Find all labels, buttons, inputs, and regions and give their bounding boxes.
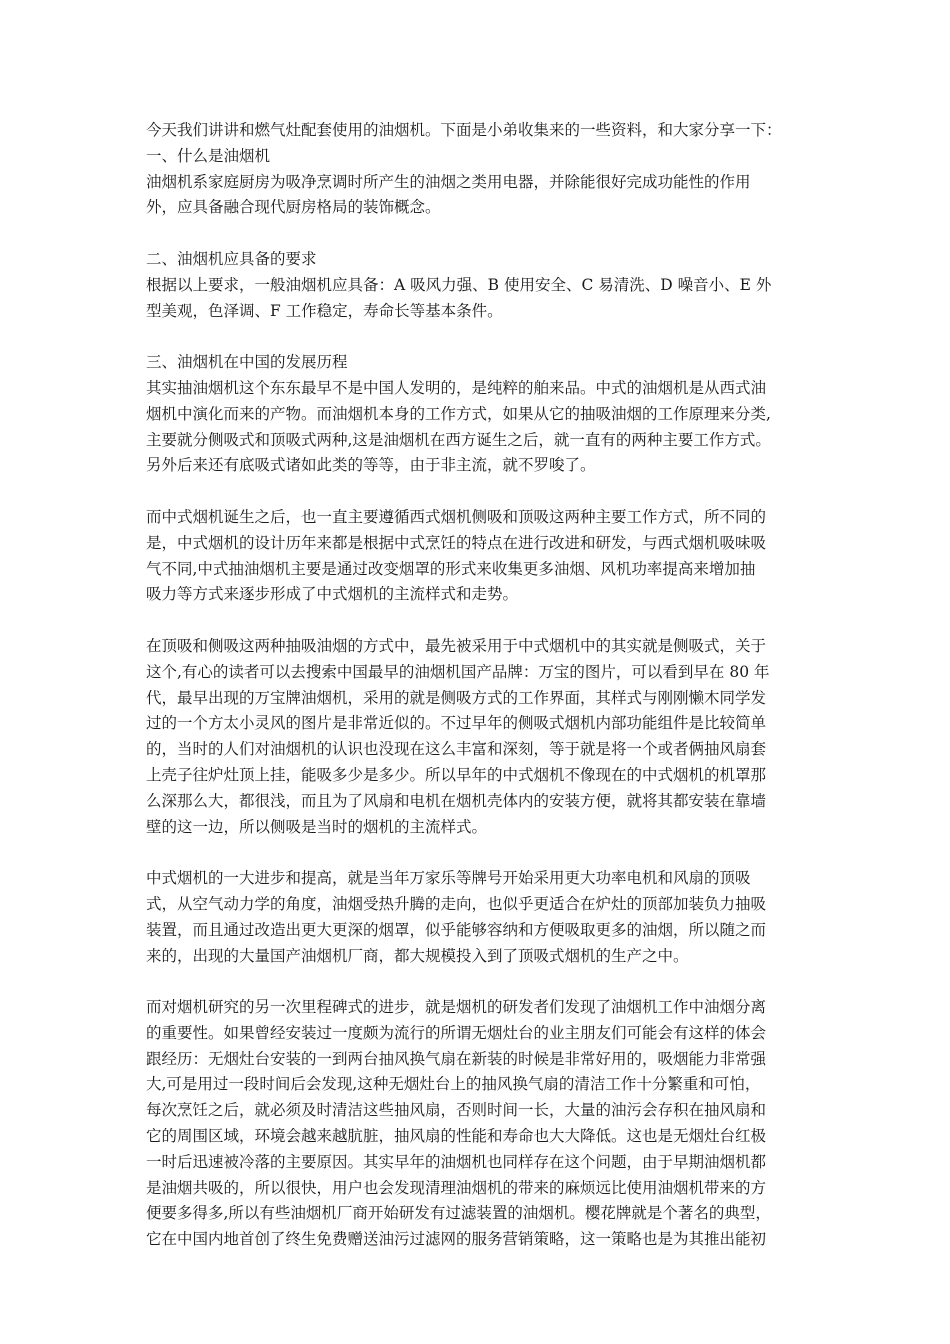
text-line: 一时后迅速被冷落的主要原因。其实早年的油烟机也同样存在这个问题，由于早期油烟机都 bbox=[146, 1152, 767, 1171]
document-body bbox=[146, 118, 808, 1279]
text-line: 是，中式烟机的设计历年来都是根据中式烹饪的特点在进行改进和研发，与西式烟机吸味吸 bbox=[146, 533, 767, 552]
paragraph-chinese-style bbox=[146, 505, 808, 608]
section-heading-3: 三、油烟机在中国的发展历程 bbox=[146, 353, 348, 372]
text-line: 而对烟机研究的另一次里程碑式的进步，就是烟机的研发者们发现了油烟机工作中油烟分离 bbox=[146, 998, 767, 1017]
text-line: 上壳子往炉灶顶上挂，能吸多少是多少。所以早年的中式烟机不像现在的中式烟机的机罩那 bbox=[146, 765, 767, 784]
text-line: 这个,有心的读者可以去搜索中国最早的油烟机国产品牌：万宝的图片，可以看到早在 80 年 bbox=[146, 662, 770, 681]
paragraph-requirements bbox=[146, 247, 808, 324]
text-line: 中式烟机的一大进步和提高，就是当年万家乐等牌号开始采用更大功率电机和风扇的顶吸 bbox=[146, 869, 751, 888]
text-line: 吸力等方式来逐步形成了中式烟机的主流样式和走势。 bbox=[146, 585, 519, 604]
text-line: 烟机中演化而来的产物。而油烟机本身的工作方式，如果从它的抽吸油烟的工作原理来分类, bbox=[146, 404, 771, 423]
text-line: 油烟机系家庭厨房为吸净烹调时所产生的油烟之类用电器，并除能很好完成功能性的作用 bbox=[146, 172, 751, 191]
text-line: 是油烟共吸的，所以很快，用户也会发现清理油烟机的带来的麻烦远比使用油烟机带来的方 bbox=[146, 1178, 767, 1197]
text-line: 外，应具备融合现代厨房格局的装饰概念。 bbox=[146, 198, 441, 217]
text-line: 根据以上要求，一般油烟机应具备：A 吸风力强、B 使用安全、C 易清洗、D 噪音小、E 外 bbox=[146, 275, 772, 294]
text-line: 每次烹饪之后，就必须及时清洁这些抽风扇，否则时间一长，大量的油污会存积在抽风扇和 bbox=[146, 1101, 767, 1120]
text-line: 装置，而且通过改造出更大更深的烟罩，似乎能够容纳和方便吸取更多的油烟，所以随之而 bbox=[146, 920, 767, 939]
text-line: 而中式烟机诞生之后，也一直主要遵循西式烟机侧吸和顶吸这两种主要工作方式，所不同的 bbox=[146, 507, 767, 526]
text-line: 它在中国内地首创了终生免费赠送油污过滤网的服务营销策略，这一策略也是为其推出能初 bbox=[146, 1230, 767, 1249]
text-line: 代，最早出现的万宝牌油烟机，采用的就是侧吸方式的工作界面，其样式与刚刚懒木同学发 bbox=[146, 688, 767, 707]
text-line: 壁的这一边，所以侧吸是当时的烟机的主流样式。 bbox=[146, 817, 488, 836]
text-line: 气不同,中式抽油烟机主要是通过改变烟罩的形式来收集更多油烟、风机功率提高来增加抽 bbox=[146, 559, 756, 578]
section-heading-1: 一、什么是油烟机 bbox=[146, 146, 271, 165]
text-line: 今天我们讲讲和燃气灶配套使用的油烟机。下面是小弟收集来的一些资料，和大家分享一下： bbox=[146, 121, 782, 139]
text-line: 来的，出现的大量国产油烟机厂商，都大规模投入到了顶吸式烟机的生产之中。 bbox=[146, 946, 689, 965]
paragraph-top-suction bbox=[146, 866, 808, 969]
text-line: 的重要性。如果曾经安装过一度颇为流行的所谓无烟灶台的业主朋友们可能会有这样的体会 bbox=[146, 1023, 767, 1042]
text-line: 主要就分侧吸式和顶吸式两种,这是油烟机在西方诞生之后，就一直有的两种主要工作方式。 bbox=[146, 430, 771, 449]
text-line: 便要多得多,所以有些油烟机厂商开始研发有过滤装置的油烟机。樱花牌就是个著名的典型， bbox=[146, 1204, 771, 1223]
paragraph-intro bbox=[146, 118, 808, 221]
paragraph-oil-separation bbox=[146, 995, 808, 1253]
text-line: 跟经历：无烟灶台安装的一到两台抽风换气扇在新装的时候是非常好用的，吸烟能力非常强 bbox=[146, 1049, 767, 1068]
paragraph-history bbox=[146, 350, 808, 479]
paragraph-side-suction bbox=[146, 634, 808, 840]
text-line: 过的一个方太小灵风的图片是非常近似的。不过早年的侧吸式烟机内部功能组件是比较简单 bbox=[146, 714, 767, 733]
text-line: 的，当时的人们对油烟机的认识也没现在这么丰富和深刻，等于就是将一个或者俩抽风扇套 bbox=[146, 740, 767, 759]
text-line: 型美观，色泽调、F 工作稳定，寿命长等基本条件。 bbox=[146, 301, 503, 320]
text-line: 另外后来还有底吸式诸如此类的等等，由于非主流，就不罗唆了。 bbox=[146, 456, 596, 475]
text-line: 么深那么大，都很浅，而且为了风扇和电机在烟机壳体内的安装方便，就将其都安装在靠墙 bbox=[146, 791, 767, 810]
text-line: 式，从空气动力学的角度，油烟受热升腾的走向，也似乎更适合在炉灶的顶部加装负力抽吸 bbox=[146, 894, 767, 913]
section-heading-2: 二、油烟机应具备的要求 bbox=[146, 249, 317, 268]
text-line: 在顶吸和侧吸这两种抽吸油烟的方式中，最先被采用于中式烟机中的其实就是侧吸式，关于 bbox=[146, 636, 767, 655]
text-line: 其实抽油烟机这个东东最早不是中国人发明的，是纯粹的舶来品。中式的油烟机是从西式油 bbox=[146, 378, 767, 397]
text-line: 大,可是用过一段时间后会发现,这种无烟灶台上的抽风换气扇的清洁工作十分繁重和可怕， bbox=[146, 1075, 761, 1094]
text-line: 它的周围区域，环境会越来越肮脏，抽风扇的性能和寿命也大大降低。这也是无烟灶台红极 bbox=[146, 1127, 767, 1146]
